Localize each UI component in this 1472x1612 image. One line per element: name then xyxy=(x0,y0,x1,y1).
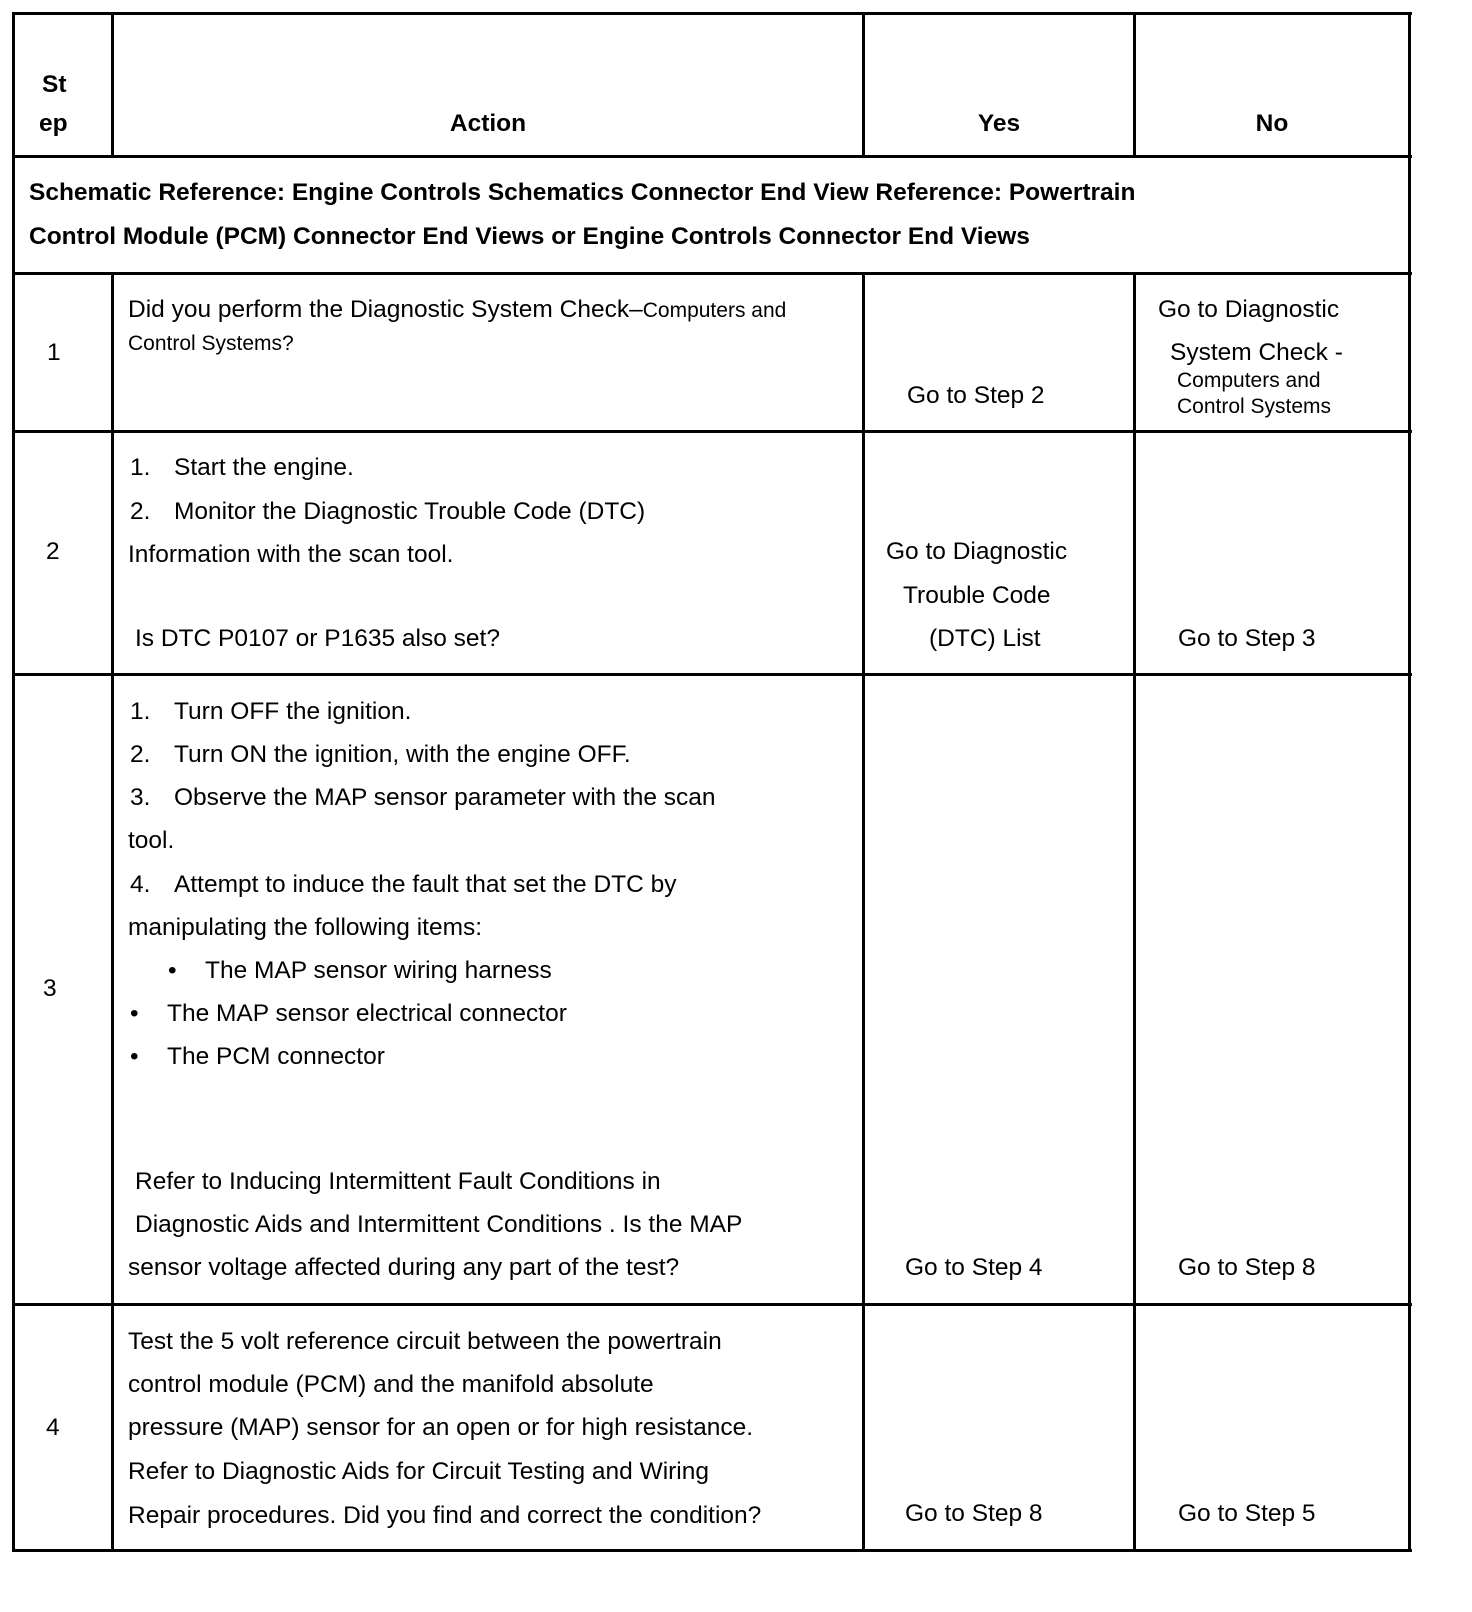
no-link[interactable]: Computers and xyxy=(1177,369,1321,392)
action-text: Control Systems? xyxy=(128,332,294,355)
refer-text: Diagnostic Aids and Intermittent Conditions . Is the MAP xyxy=(135,1211,743,1238)
column-divider xyxy=(1133,272,1136,1552)
schematic-reference-line2: Control Module (PCM) Connector End Views or Engine Controls Connector End Views xyxy=(29,223,1030,250)
action-text-part: Computers and xyxy=(642,299,787,322)
question-text: sensor voltage affected during any part of the test? xyxy=(128,1254,680,1281)
list-number: 4. xyxy=(130,871,151,898)
yes-link[interactable]: Go to Step 4 xyxy=(905,1254,1043,1281)
no-link[interactable]: Control Systems xyxy=(1177,395,1332,418)
no-link[interactable]: Go to Diagnostic xyxy=(1158,296,1340,323)
header-step-line2: ep xyxy=(39,110,68,137)
list-item: Turn ON the ignition, with the engine OFF. xyxy=(174,741,631,768)
yes-link[interactable]: Trouble Code xyxy=(903,582,1051,609)
header-step-line1: St xyxy=(42,71,67,98)
list-number: 1. xyxy=(130,454,151,481)
list-number: 3. xyxy=(130,784,151,811)
yes-link[interactable]: Go to Step 8 xyxy=(905,1500,1043,1527)
bullet-item: The MAP sensor electrical connector xyxy=(167,1000,567,1027)
header-yes: Yes xyxy=(977,110,1021,137)
yes-link[interactable]: Go to Step 2 xyxy=(907,382,1045,409)
question-text: Is DTC P0107 or P1635 also set? xyxy=(135,625,500,652)
step-number: 2 xyxy=(46,538,60,565)
header-no: No xyxy=(1255,110,1289,137)
no-link[interactable]: System Check - xyxy=(1170,339,1343,366)
table-border-left xyxy=(12,12,15,1552)
list-number: 1. xyxy=(130,698,151,725)
yes-link[interactable]: (DTC) List xyxy=(929,625,1041,652)
list-item: Start the engine. xyxy=(174,454,354,481)
no-link[interactable]: Go to Step 3 xyxy=(1178,625,1316,652)
column-divider xyxy=(111,272,114,1552)
table-border-right xyxy=(1408,12,1411,1552)
list-item-continued: tool. xyxy=(128,827,175,854)
step-number: 1 xyxy=(47,339,61,366)
list-item: Attempt to induce the fault that set the DTC by xyxy=(174,871,677,898)
list-item-continued: manipulating the following items: xyxy=(128,914,483,941)
bullet-icon: • xyxy=(130,1043,139,1070)
list-item: Monitor the Diagnostic Trouble Code (DTC) xyxy=(174,498,646,525)
schematic-reference-line1: Schematic Reference: Engine Controls Schematics Connector End View Reference: Powertrain xyxy=(29,179,1136,206)
list-number: 2. xyxy=(130,741,151,768)
no-link[interactable]: Go to Step 8 xyxy=(1178,1254,1316,1281)
action-text-part: Did you perform the Diagnostic System Check xyxy=(128,296,630,323)
dash: – xyxy=(629,296,643,323)
action-text: Repair procedures. Did you find and correct the condition? xyxy=(128,1502,762,1529)
action-text: Refer to Diagnostic Aids for Circuit Testing and Wiring xyxy=(128,1458,709,1485)
bullet-icon: • xyxy=(168,957,177,984)
bullet-icon: • xyxy=(130,1000,139,1027)
action-text: Test the 5 volt reference circuit between the powertrain xyxy=(128,1328,722,1355)
table-divider xyxy=(12,155,1412,158)
action-text: pressure (MAP) sensor for an open or for high resistance. xyxy=(128,1414,754,1441)
table-divider xyxy=(12,1303,1412,1306)
step-number: 4 xyxy=(46,1414,60,1441)
table-divider xyxy=(12,430,1412,433)
header-action: Action xyxy=(449,110,527,137)
list-number: 2. xyxy=(130,498,151,525)
list-item-continued: Information with the scan tool. xyxy=(128,541,454,568)
list-item: Observe the MAP sensor parameter with the scan xyxy=(174,784,716,811)
yes-link[interactable]: Go to Diagnostic xyxy=(886,538,1068,565)
action-text: control module (PCM) and the manifold absolute xyxy=(128,1371,654,1398)
table-border-bottom xyxy=(12,1549,1412,1552)
no-link[interactable]: Go to Step 5 xyxy=(1178,1500,1316,1527)
table-divider xyxy=(12,673,1412,676)
refer-text: Refer to Inducing Intermittent Fault Conditions in xyxy=(135,1168,661,1195)
bullet-item: The MAP sensor wiring harness xyxy=(205,957,552,984)
table-border-top xyxy=(12,12,1412,15)
step-number: 3 xyxy=(43,975,57,1002)
column-divider xyxy=(862,272,865,1552)
bullet-item: The PCM connector xyxy=(167,1043,385,1070)
list-item: Turn OFF the ignition. xyxy=(174,698,412,725)
table-divider xyxy=(12,272,1412,275)
